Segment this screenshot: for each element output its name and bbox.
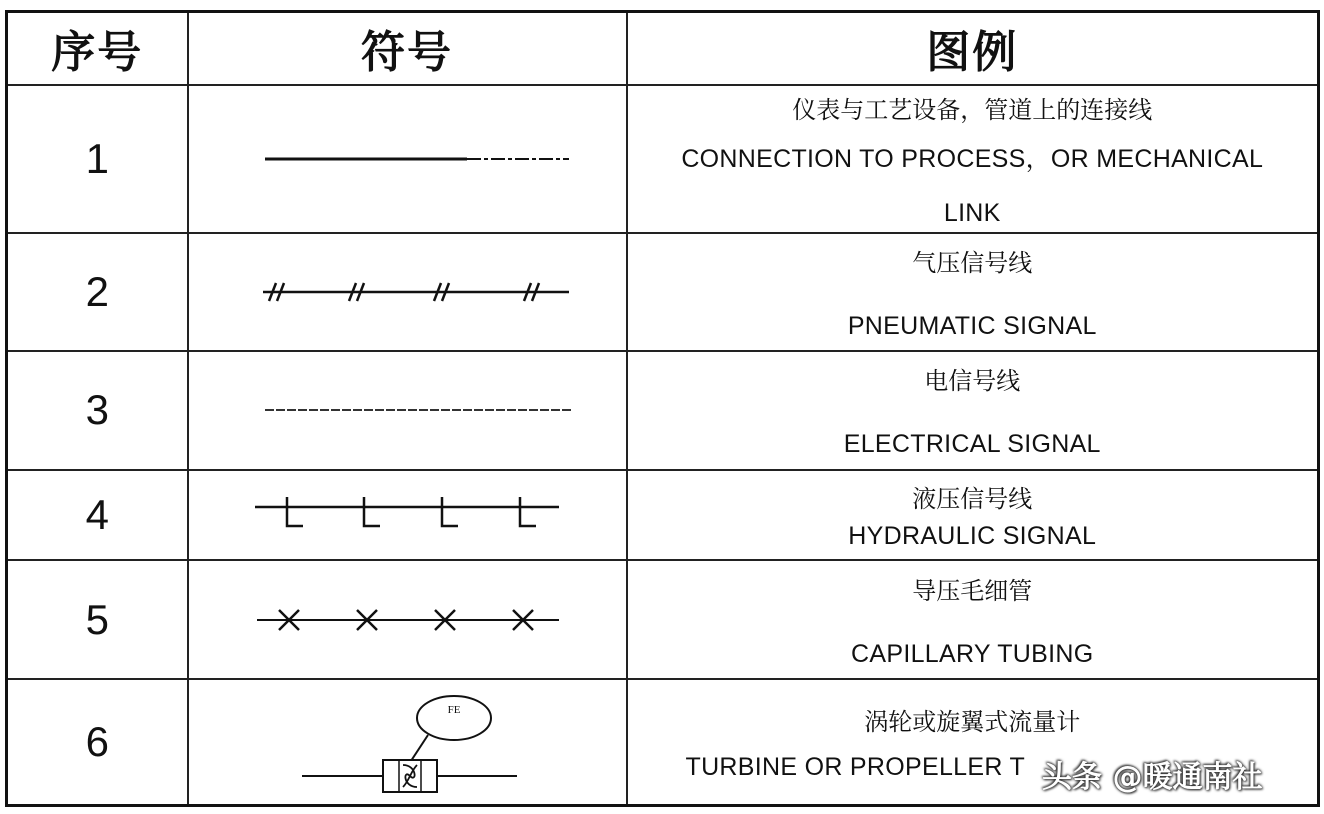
- legend-cell: [627, 560, 1319, 679]
- header-legend: 图例: [627, 12, 1319, 85]
- symbol-cell: [188, 679, 627, 805]
- fe-label: FE: [447, 703, 461, 716]
- row-number: 3: [7, 351, 188, 470]
- header-no: 序号: [7, 12, 188, 85]
- symbol-cell: [188, 85, 627, 233]
- legend-cn: 液压信号线: [912, 485, 1033, 514]
- row-number: 6: [7, 679, 188, 805]
- x-mark-line-icon: [197, 600, 617, 640]
- legend-en: TURBINE OR PROPELLER T: [685, 753, 1026, 782]
- legend-cell: [627, 233, 1319, 351]
- l-tick-line-icon: [197, 493, 617, 537]
- symbol-cell: [188, 560, 627, 679]
- watermark: 头条 @暖通南社: [1042, 760, 1263, 795]
- legend-en: CAPILLARY TUBING: [851, 639, 1094, 668]
- legend-en: PNEUMATIC SIGNAL: [847, 311, 1097, 340]
- row-number: 1: [7, 85, 188, 233]
- header-row: [7, 12, 1319, 85]
- table-row: [7, 470, 1319, 560]
- legend-cn: 仪表与工艺设备，管道上的连接线: [792, 95, 1153, 124]
- double-slash-line-icon: [197, 272, 617, 312]
- symbol-cell: [188, 470, 627, 560]
- legend-cell: [627, 470, 1319, 560]
- legend-cn: 导压毛细管: [912, 576, 1033, 605]
- table-row: [7, 351, 1319, 470]
- legend-en-2: LINK: [943, 198, 1001, 227]
- legend-en: CONNECTION TO PROCESS，OR MECHANICAL: [681, 144, 1264, 173]
- row-number: 5: [7, 560, 188, 679]
- table-row: [7, 85, 1319, 233]
- row-number: 4: [7, 470, 188, 560]
- legend-en: HYDRAULIC SIGNAL: [848, 522, 1097, 551]
- symbol-cell: [188, 351, 627, 470]
- legend-cn: 涡轮或旋翼式流量计: [864, 708, 1081, 737]
- table-row: [7, 233, 1319, 351]
- legend-en: ELECTRICAL SIGNAL: [843, 430, 1101, 459]
- turbine-meter-icon: [197, 685, 617, 800]
- solid-line-icon: [197, 144, 617, 174]
- symbol-cell: [188, 233, 627, 351]
- legend-table: [5, 10, 1320, 807]
- header-symbol: 符号: [188, 12, 627, 85]
- legend-cell: [627, 85, 1319, 233]
- dashed-line-icon: [197, 395, 617, 425]
- legend-cell: [627, 351, 1319, 470]
- legend-cn: 电信号线: [924, 367, 1021, 396]
- table-row: [7, 560, 1319, 679]
- legend-cn: 气压信号线: [912, 248, 1033, 277]
- row-number: 2: [7, 233, 188, 351]
